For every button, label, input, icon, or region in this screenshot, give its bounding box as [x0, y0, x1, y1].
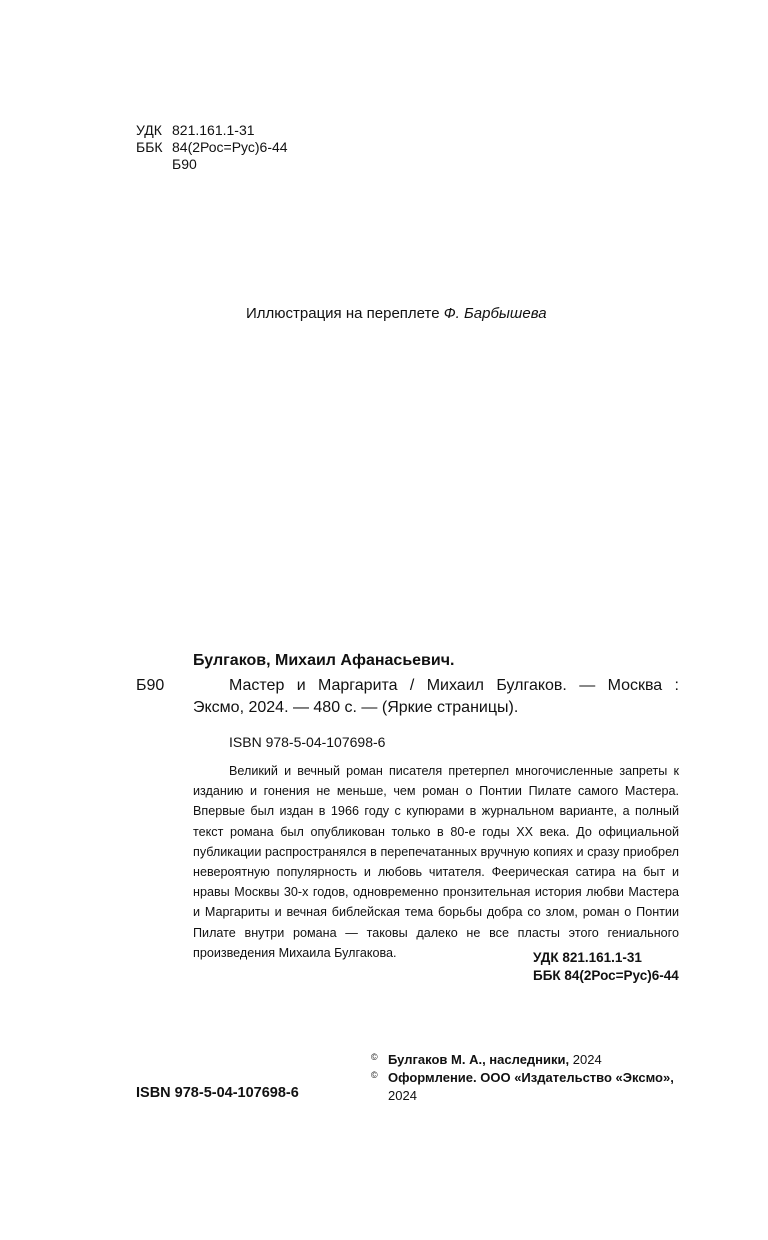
- biblio-line-1: [229, 675, 679, 697]
- copyright-line-2: [371, 1069, 674, 1087]
- copyright-symbol: ©: [371, 1052, 378, 1062]
- isbn-bottom: ISBN 978-5-04-107698-6: [136, 1085, 299, 1101]
- copyright-holder: Булгаков М. А., наследники,: [388, 1052, 570, 1067]
- bottom-classification: [533, 949, 679, 985]
- author-mark-line: [136, 156, 288, 173]
- bottom-udk: УДК 821.161.1-31: [533, 950, 642, 965]
- copyright-line-2-year: 2024: [388, 1088, 417, 1103]
- copyright-symbol: ©: [371, 1070, 378, 1080]
- author-heading: Булгаков, Михаил Афанасьевич.: [193, 652, 455, 669]
- biblio-isbn: ISBN 978-5-04-107698-6: [229, 734, 386, 750]
- bbk-label: ББК: [136, 139, 163, 155]
- bbk-line: [136, 139, 288, 156]
- copyright-design: Оформление. ООО «Издательство «Эксмо»,: [388, 1070, 674, 1085]
- bottom-bbk: ББК 84(2Рос=Рус)6-44: [533, 968, 679, 983]
- author-mark: Б90: [172, 156, 197, 172]
- biblio-line-2: Эксмо, 2024. — 480 с. — (Яркие страницы).: [193, 699, 519, 716]
- illustration-prefix: Иллюстрация на переплете: [246, 305, 444, 322]
- copyright-line-1: [371, 1051, 602, 1069]
- udk-value: 821.161.1-31: [172, 122, 255, 138]
- annotation-text: Великий и вечный роман писателя претерпел многочисленные запреты к изданию и гонения не меньше, чем роман о Понтии Пилате самого Мастера. Впервые был издан в 1966 году с купюрами в журнальном варианте, а полный текст романа был опубликован только в 80-е годы XX века. До официальной публикации распространялся в перепечатанных вручную копиях и сразу приобрел невероятную популярность и любовь читателя. Феерическая сатира на быт и нравы Москвы 30-х годов, одновременно пронзительная история любви Мастера и Маргариты и вечная библейская тема борьбы добра со злом, роман о Понтии Пилате внутри романа — таковы далеко не все пласты этого гениального произведения Михаила Булгакова.: [193, 764, 679, 960]
- illustration-artist: Ф. Барбышева: [443, 305, 547, 322]
- biblio-author-mark: Б90: [136, 677, 165, 694]
- bbk-value: 84(2Рос=Рус)6-44: [172, 139, 288, 155]
- classification-block: [136, 122, 288, 173]
- udk-line: [136, 122, 288, 139]
- illustration-credit: [246, 305, 547, 322]
- biblio-title-line: Мастер и Маргарита / Михаил Булгаков. — Москва :: [229, 677, 679, 694]
- udk-label: УДК: [136, 122, 162, 138]
- copyright-year: 2024: [572, 1052, 602, 1067]
